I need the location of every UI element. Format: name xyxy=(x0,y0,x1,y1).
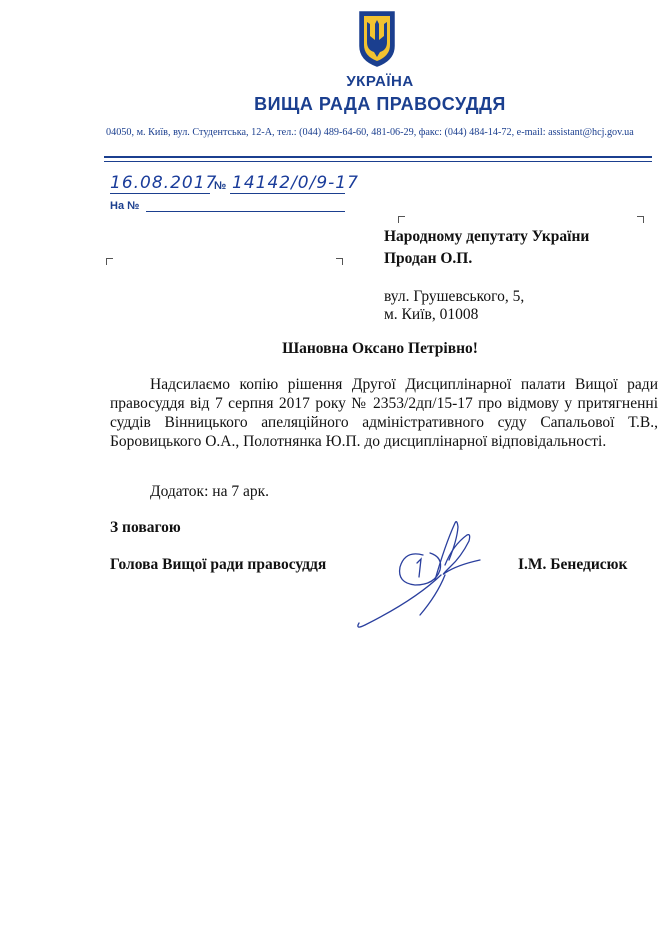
date-underline xyxy=(110,193,210,194)
letter-greeting: Шановна Оксано Петрівно! xyxy=(282,340,478,357)
handwritten-signature-icon xyxy=(345,505,495,635)
header-divider-thin xyxy=(104,161,652,162)
attachment-note: Додаток: на 7 арк. xyxy=(150,483,269,500)
corner-mark-top-right xyxy=(637,216,644,223)
number-underline xyxy=(230,193,345,194)
organization-name: ВИЩА РАДА ПРАВОСУДДЯ xyxy=(254,94,506,114)
organization-address: 04050, м. Київ, вул. Студентська, 12-А, тел.: (044) 489-64-60, 481-06-29, факс: (044) 484-14-72, e-mail: assistant@hcj.gov.ua xyxy=(106,127,634,138)
trident-emblem-icon xyxy=(356,10,398,68)
number-sign: № xyxy=(214,180,227,192)
recipient-street: вул. Грушевського, 5, xyxy=(384,288,525,305)
in-reply-label: На № xyxy=(110,200,140,212)
corner-mark-top-left xyxy=(398,216,405,223)
recipient-city: м. Київ, 01008 xyxy=(384,306,479,323)
recipient-name: Продан О.П. xyxy=(384,250,473,267)
corner-mark-top-left xyxy=(106,258,113,265)
corner-mark-top-right xyxy=(336,258,343,265)
in-reply-underline xyxy=(146,211,345,212)
signatory-position: Голова Вищої ради правосуддя xyxy=(110,556,327,573)
outgoing-date: 16.08.2017 xyxy=(110,173,218,193)
recipient-title: Народному депутату України xyxy=(384,228,590,245)
letter-body: Надсилаємо копію рішення Другої Дисциплінарної палати Вищої ради правосуддя від 7 серпня 2017 року № 2353/2дп/15-17 про відмову у притягненні суддів Вінницького апеляційного адміністративного суду Сапальової Т.В., Боровицького О.А., Полотнянка Ю.П. до дисциплінарної відповідальності. xyxy=(110,376,658,450)
header-divider-thick xyxy=(104,156,652,158)
country-name: УКРАЇНА xyxy=(346,73,414,90)
closing-phrase: З повагою xyxy=(110,519,181,536)
outgoing-number: 14142/0/9-17 xyxy=(232,173,359,193)
signatory-name: І.М. Бенедисюк xyxy=(518,556,628,573)
